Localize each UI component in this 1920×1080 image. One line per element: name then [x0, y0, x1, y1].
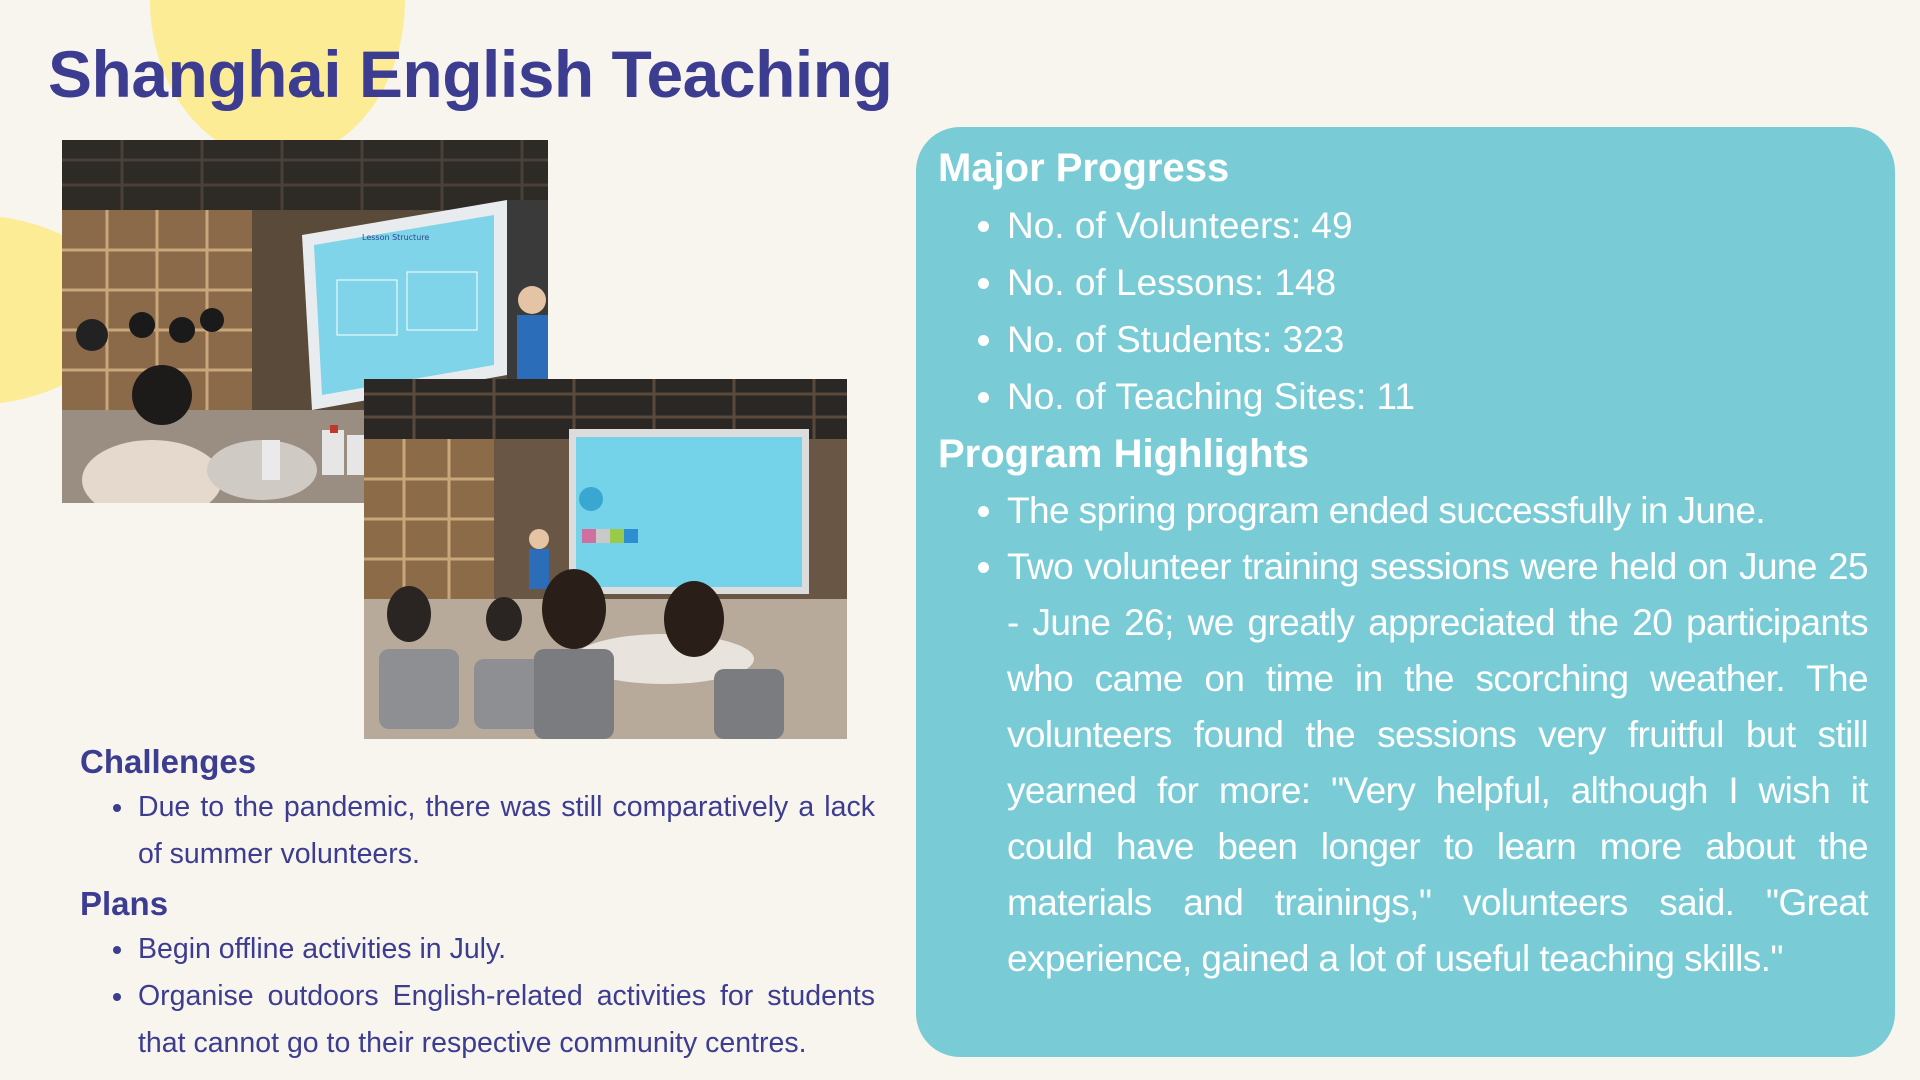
challenges-item: • Due to the pandemic, there was still comparatively a lack of summer volunteers. — [136, 784, 875, 878]
challenges-list — [80, 784, 875, 878]
plans-item: • Organise outdoors English-related activities for students that cannot go to their respective community centres. — [136, 973, 875, 1067]
plans-list — [80, 926, 875, 1067]
progress-panel-content — [938, 139, 1868, 987]
major-progress-list — [938, 197, 1868, 425]
progress-panel — [916, 127, 1895, 1057]
plans-item: • Begin offline activities in July. — [136, 926, 875, 973]
program-highlights-list — [938, 483, 1868, 987]
highlight-item: • The spring program ended successfully in June. — [1007, 483, 1868, 539]
training-session-photo — [364, 379, 847, 739]
challenges-plans-section — [80, 740, 875, 1071]
progress-stat-item: • No. of Students: 323 — [1007, 311, 1868, 368]
major-progress-heading: Major Progress — [938, 146, 1230, 190]
highlight-item: • Two volunteer training sessions were held on June 25 - June 26; we greatly appreciated the 20 participants who came on time in the scorching weather. The volunteers found the sessions very fruitful but still yearned for more: "Very helpful, although I wish it could have been longer to learn more about the materials and trainings," volunteers said. "Great experience, gained a lot of useful teaching skills." — [1007, 539, 1868, 987]
classroom-training-photo-icon — [364, 379, 847, 739]
page-title: Shanghai English Teaching — [48, 37, 893, 111]
progress-stat-item: • No. of Teaching Sites: 11 — [1007, 368, 1868, 425]
slide-heading: Lesson Structure — [362, 233, 430, 242]
plans-heading: Plans — [80, 885, 169, 922]
progress-stat-item: • No. of Lessons: 148 — [1007, 254, 1868, 311]
challenges-heading: Challenges — [80, 743, 257, 780]
progress-stat-item: • No. of Volunteers: 49 — [1007, 197, 1868, 254]
program-highlights-heading: Program Highlights — [938, 432, 1310, 476]
